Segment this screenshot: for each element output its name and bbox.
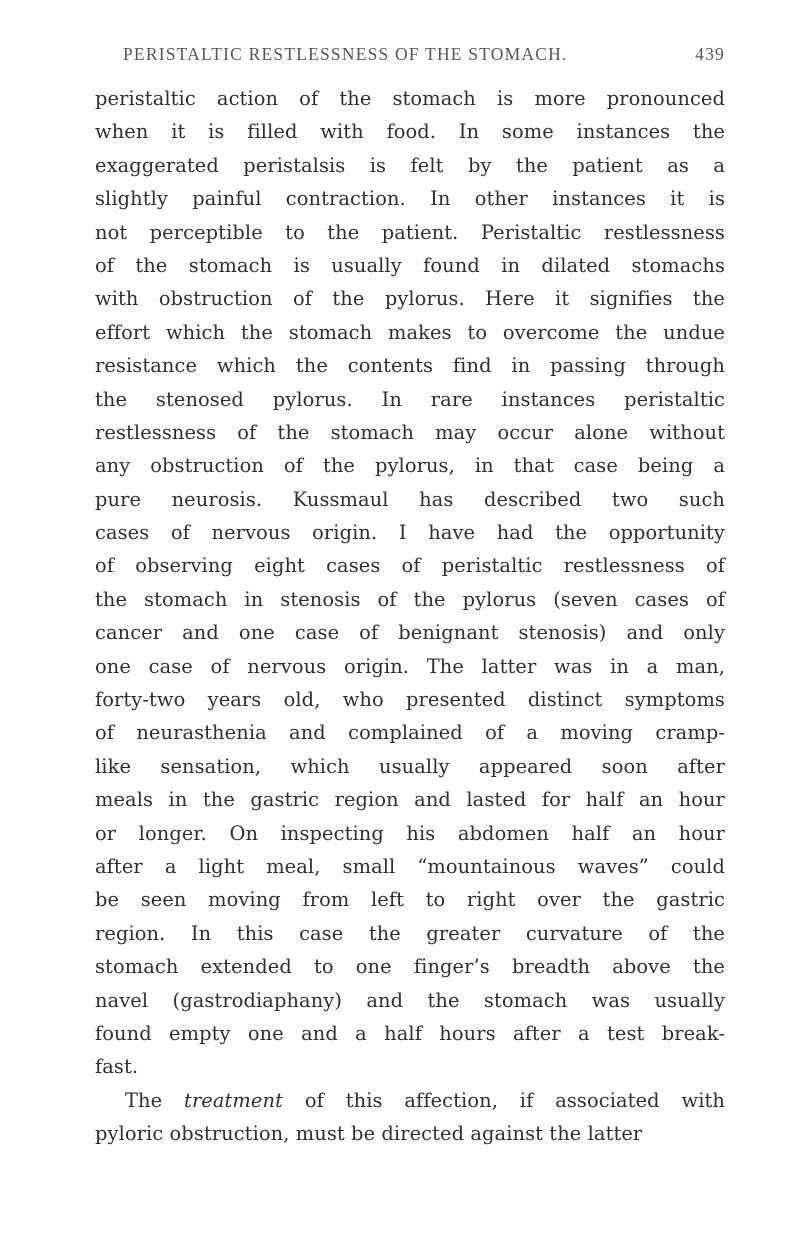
text-line: cases of nervous origin. I have had the opportunity [95, 521, 725, 545]
text-line: the stenosed pylorus. In rare instances peristaltic [95, 387, 725, 411]
text-line: be seen moving from left to right over the gastric [95, 888, 725, 912]
text-line: any obstruction of the pylorus, in that case being a [95, 454, 725, 478]
text-line: of neurasthenia and complained of a moving cramp- [95, 721, 725, 745]
text-line: resistance which the contents find in passing through [95, 354, 725, 378]
text-line: like sensation, which usually appeared soon after [95, 754, 725, 778]
text-line: with obstruction of the pylorus. Here it signifies the [95, 287, 725, 311]
paragraph [95, 1084, 725, 1151]
body-text [95, 82, 725, 1151]
paragraph [95, 82, 725, 1084]
text-line: restlessness of the stomach may occur alone without [95, 420, 725, 444]
text-line: peristaltic action of the stomach is more pronounced [95, 87, 725, 110]
text-line: pyloric obstruction, must be directed against the latter [95, 1122, 643, 1146]
page-number: 439 [695, 44, 725, 64]
text-line: when it is filled with food. In some instances the [95, 120, 725, 144]
text-line: cancer and one case of benignant stenosis) and only [95, 621, 725, 645]
text-run: The [125, 1088, 185, 1112]
text-line: meals in the gastric region and lasted for half an hour [95, 788, 725, 812]
text-line: not perceptible to the patient. Peristaltic restlessness [95, 220, 725, 244]
text-line: of observing eight cases of peristaltic restlessness of [95, 554, 725, 578]
text-line: or longer. On inspecting his abdomen half an hour [95, 821, 725, 845]
text-line: forty-two years old, who presented distinct symptoms [95, 688, 725, 712]
text-line [95, 1084, 725, 1117]
text-line: after a light meal, small “mountainous waves” could [95, 854, 725, 878]
text-line: the stomach in stenosis of the pylorus (seven cases of [95, 587, 725, 611]
running-head [95, 44, 725, 70]
text-line: slightly painful contraction. In other instances it is [95, 187, 725, 211]
text-line: fast. [95, 1055, 139, 1079]
running-head-title: PERISTALTIC RESTLESSNESS OF THE STOMACH. [123, 44, 568, 64]
text-line: of the stomach is usually found in dilated stomachs [95, 253, 725, 277]
text-line: region. In this case the greater curvature of the [95, 921, 725, 945]
text-line: effort which the stomach makes to overcome the undue [95, 320, 725, 344]
text-line: found empty one and a half hours after a test break- [95, 1021, 725, 1045]
text-line: pure neurosis. Kussmaul has described two such [95, 487, 725, 511]
text-line: navel (gastrodiaphany) and the stomach was usually [95, 988, 725, 1012]
emphasis-treatment: treatment [184, 1088, 283, 1112]
text-run: of this affection, if associated with [282, 1088, 725, 1112]
text-line: exaggerated peristalsis is felt by the patient as a [95, 153, 725, 177]
text-line: one case of nervous origin. The latter was in a man, [95, 654, 725, 678]
text-line: stomach extended to one finger’s breadth above the [95, 955, 725, 979]
